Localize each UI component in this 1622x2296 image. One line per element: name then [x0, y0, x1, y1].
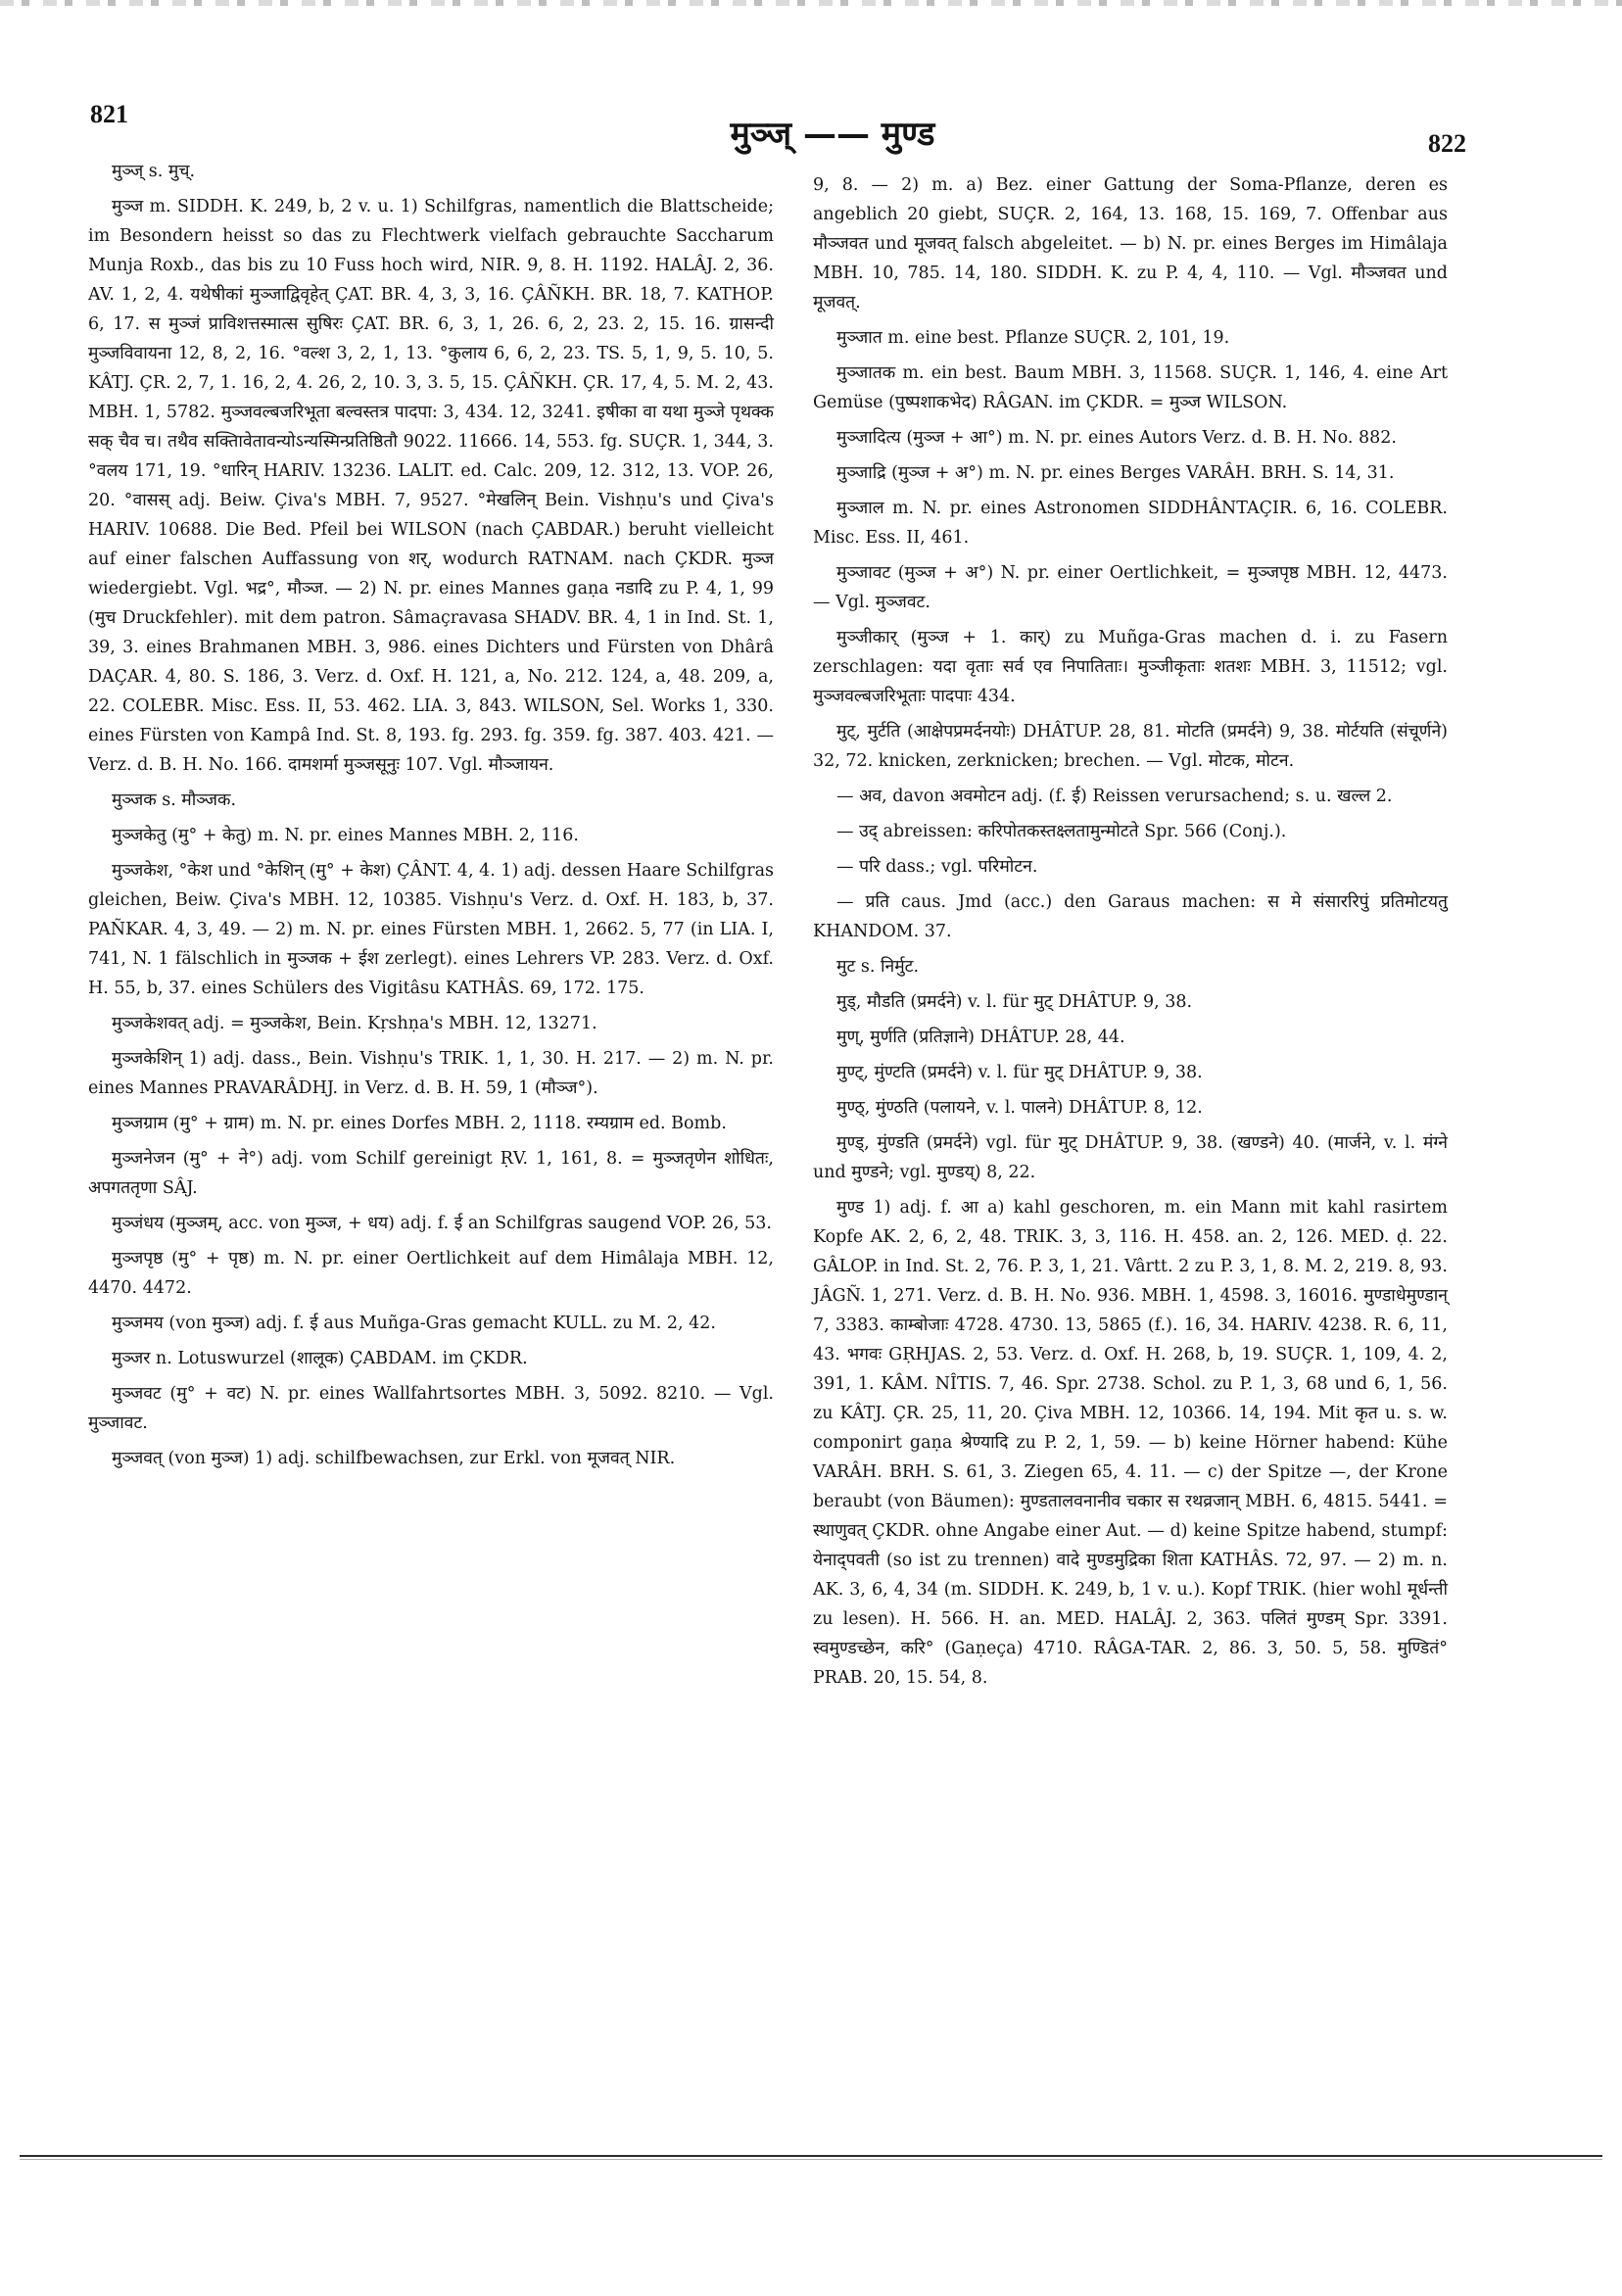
entry: मुञ्ज m. SIDDH. K. 249, b, 2 v. u. 1) Schilfgras, namentlich die Blattscheide; im Besondern heisst so das zu Flechtwerk vielfach gebrauchte Saccharum Munja Roxb., das bis zu 10 Fuss hoch wird, NIR. 9, 8. H. 1192. HALÂJ. 2, 36. AV. 1, 2, 4. यथेषीकां मुञ्जाद्विवृहेत् ÇAT. BR. 4, 3, 3, 16. ÇÂÑKH. BR. 18, 7. KATHOP. 6, 17. स मुञ्जं प्राविशत्तस्मात्स सुषिरः ÇAT. BR. 6, 3, 1, 26. 6, 2, 23. 2, 15. 16. ग्रासन्दी मुञ्जविवायना 12, 8, 2, 16. °वल्श 3, 2, 1, 13. °कुलाय 6, 6, 2, 23. TS. 5, 1, 9, 5. 10, 5. KÂTJ. ÇR. 2, 7, 1. 16, 2, 4. 26, 2, 10. 3, 3. 5, 15. ÇÂÑKH. ÇR. 17, 4, 5. M. 2, 43. MBH. 1, 5782. मुञ्जवल्बजरिभूता बल्वस्तत्र पादपा: 3, 434. 12, 3241. इषीका वा यथा मुञ्जे पृथक्क सक् चैव च। तथैव सक्तिावेतावन्योऽन्यस्मिन्प्रतिष्ठितौ 9022. 11666. 14, 553. fg. SUÇR. 1, 344, 3. °वलय 171, 19. °धारिन् HARIV. 13236. LALIT. ed. Calc. 209, 12. 312, 13. VOP. 26, 20. °वासस् adj. Beiw. Çiva's MBH. 7, 9527. °मेखलिन् Bein. Vishṇu's und Çiva's HARIV. 10688. Die Bed. Pfeil bei WILSON (nach ÇABDAR.) beruht vielleicht auf einer falschen Auffassung von शर्, wodurch RATNAM. nach ÇKDR. मुञ्ज wiedergiebt. Vgl. भद्र°, मौञ्ज. — 2) N. pr. eines Mannes gaṇa नडादि zu P. 4, 1, 99 (मुच Druckfehler). mit dem patron. Sâmaçravasa SHADV. BR. 4, 1 in Ind. St. 1, 39, 3. eines Brahmanen MBH. 3, 986. eines Dichters und Fürsten von Dhârâ DAÇAR. 4, 80. S. 186, 3. Verz. d. Oxf. H. 121, a, No. 212. 124, a, 48. 209, a, 22. COLEBR. Misc. Ess. II, 53. 462. LIA. 3, 843. WILSON, Sel. Works 1, 330. eines Fürsten von Kampâ Ind. St. 8, 193. fg. 293. fg. 359. fg. 387. 403. 421. — Verz. d. B. H. No. 166. दामशर्मा मुञ्जसूनुः 107. Vgl. मौञ्जायन.	[88, 197, 774, 775]
right-column-number: 822	[1428, 129, 1466, 158]
entry: मुञ्जवत् (von मुञ्ज) 1) adj. schilfbewachsen, zur Erkl. von मूजवत् NIR.	[112, 1449, 676, 1468]
entry: मुञ्जर n. Lotuswurzel (शालूक) ÇABDAM. im ÇKDR.	[112, 1349, 528, 1368]
entry: मुञ्जकेशवत् adj. = मुञ्जकेश, Bein. Kṛshṇa's MBH. 12, 13271.	[112, 1014, 597, 1033]
entry: मुञ्जवट (मु° + वट) N. pr. eines Wallfahrtsortes MBH. 3, 5092. 8210. — Vgl. मुञ्जावट.	[88, 1384, 774, 1433]
entry: मुञ्जमय (von मुञ्ज) adj. f. ई aus Muñga-Gras gemacht KULL. zu M. 2, 42.	[112, 1314, 716, 1333]
entry: मुण्ट्, मुंण्टति (प्रमर्दने) v. l. für मुट् DHÂTUP. 9, 38.	[836, 1063, 1203, 1082]
running-head: मुञ्ज् —— मुण्ड	[730, 115, 935, 154]
entry: मुण्ड्, मुंण्डति (प्रमर्दने) vgl. für मुट् DHÂTUP. 9, 38. (खण्डने) 40. (मार्जने, v. l. मंग्ने und मुण्डने; vgl. मुण्डय्) 8, 22.	[813, 1133, 1448, 1182]
entry: मुञ्जात m. eine best. Pflanze SUÇR. 2, 101, 19.	[836, 328, 1230, 348]
entry: मुञ्जाद्रि (मुञ्ज + अ°) m. N. pr. eines Berges VARÂH. BRH. S. 14, 31.	[836, 463, 1395, 483]
entry: मुञ्जकेशिन् 1) adj. dass., Bein. Vishṇu's TRIK. 1, 1, 30. H. 217. — 2) m. N. pr. eines Mannes PRAVARÂDHJ. in Verz. d. B. H. 59, 1 (मौञ्ज°).	[88, 1049, 774, 1098]
entry: मुञ्ज् s. मुच्.	[112, 162, 196, 181]
right-column	[813, 170, 1448, 1698]
entry: मुञ्जादित्य (मुञ्ज + आ°) m. N. pr. eines Autors Verz. d. B. H. No. 882.	[836, 428, 1397, 448]
entry: मुञ्जावट (मुञ्ज + अ°) N. pr. einer Oertlichkeit, = मुञ्जपृष्ठ MBH. 12, 4473. — Vgl. मुञ्जवट.	[813, 563, 1448, 612]
entry: मुञ्जकेश, °केश und °केशिन् (मु° + केश) ÇÂNT. 4, 4. 1) adj. dessen Haare Schilfgras gleichen, Beiw. Çiva's MBH. 12, 10385. Vishṇu's Verz. d. Oxf. H. 183, b, 37. PAÑKAR. 4, 3, 49. — 2) m. N. pr. eines Fürsten MBH. 1, 2662. 5, 77 (in LIA. I, 741, N. 1 fälschlich in मुञ्जक + ईश zerlegt). eines Lehrers VP. 283. Verz. d. Oxf. H. 55, b, 37. eines Schülers des Vigitâsu KATHÂS. 69, 172. 175.	[88, 861, 774, 998]
entry: मुञ्जीकार् (मुञ्ज + 1. कार्) zu Muñga-Gras machen d. i. zu Fasern zerschlagen: यदा वृताः सर्व एव निपातिताः। मुञ्जीकृताः शतशः MBH. 3, 11512; vgl. मुञ्जवल्बजरिभूताः पादपाः 434.	[813, 628, 1448, 706]
entry: मुट s. निर्मुट.	[836, 957, 920, 977]
entry: मुण्ड 1) adj. f. आ a) kahl geschoren, m. ein Mann mit kahl rasirtem Kopfe AK. 2, 6, 2, 48. TRIK. 3, 3, 116. H. 458. an. 2, 126. MED. ḍ. 22. GÂLOP. in Ind. St. 2, 76. P. 3, 1, 21. Vârtt. 2 zu P. 3, 1, 8. M. 2, 219. 8, 93. JÂGÑ. 1, 271. Verz. d. B. H. No. 936. MBH. 1, 4598. 3, 16016. मुण्डाधेमुण्डान् 7, 3383. काम्बोजाः 4728. 4730. 13, 5865 (f.). 16, 34. HARIV. 4238. R. 6, 11, 43. भगवः GṚHJAS. 2, 53. Verz. d. Oxf. H. 268, b, 19. SUÇR. 1, 109, 4. 2, 391, 1. KÂM. NÎTIS. 7, 46. Spr. 2738. Schol. zu P. 1, 3, 68 und 6, 1, 56. zu KÂTJ. ÇR. 25, 11, 20. Çiva MBH. 12, 10366. 14, 194. Mit कृत u. s. w. componirt gaṇa श्रेण्यादि zu P. 2, 1, 59. — b) keine Hörner habend: Kühe VARÂH. BRH. S. 61, 3. Ziegen 65, 4. 11. — c) der Spitze —, der Krone beraubt (von Bäumen): मुण्डतालवनानीव चकार स रथव्रजान् MBH. 6, 4815. 5441. = स्थाणुवत् ÇKDR. ohne Angabe einer Aut. — d) keine Spitze habend, stumpf: येनाद्पवती (so ist zu trennen) वादे मुण्डमुद्रिका शिता KATHÂS. 72, 97. — 2) m. n. AK. 3, 6, 4, 34 (m. SIDDH. K. 249, b, 1 v. u.). Kopf TRIK. (hier wohl मूर्धन्ती zu lesen). H. 566. H. an. MED. HALÂJ. 2, 363. पलितं मुण्डम् Spr. 3391. स्वमुण्डच्छेन, करि° (Gaṇeça) 4710. RÂGA-TAR. 2, 86. 3, 50. 5, 58. मुण्डितं° PRAB. 20, 15. 54, 8.	[813, 1198, 1448, 1688]
entry: मुञ्जाल m. N. pr. eines Astronomen SIDDHÂNTAÇIR. 6, 16. COLEBR. Misc. Ess. II, 461.	[813, 499, 1448, 548]
entry: मुञ्जक s. मौञ्जक.	[112, 790, 237, 810]
entry: — परि dass.; vgl. परिमोटन.	[836, 857, 1038, 877]
bottom-rule-shadow	[20, 2159, 1602, 2160]
left-column-number: 821	[90, 100, 128, 128]
bottom-rule	[20, 2155, 1602, 2157]
entry: मुञ्जकेतु (मु° + केतु) m. N. pr. eines Mannes MBH. 2, 116.	[112, 826, 579, 845]
left-column	[88, 157, 774, 1479]
scan-artifact	[0, 0, 1622, 6]
entry: मुड्, मौडति (प्रमर्दने) v. l. für मुट् DHÂTUP. 9, 38.	[836, 992, 1193, 1012]
entry: मुञ्जग्राम (मु° + ग्राम) m. N. pr. eines Dorfes MBH. 2, 1118. रम्यग्राम ed. Bomb.	[112, 1114, 727, 1133]
entry: मुण्, मुर्णति (प्रतिज्ञाने) DHÂTUP. 28, 44.	[836, 1028, 1125, 1047]
entry: मुञ्जपृष्ठ (मु° + पृष्ठ) m. N. pr. einer Oertlichkeit auf dem Himâlaja MBH. 12, 4470. 4472.	[88, 1249, 774, 1298]
entry: मुञ्जनेजन (मु° + ने°) adj. vom Schilf gereinigt ṚV. 1, 161, 8. = मुञ्जतृणेन शोधितः, अपगततृणा SÂJ.	[88, 1149, 774, 1198]
entry: मुट्, मुर्टति (आक्षेपप्रमर्दनयोः) DHÂTUP. 28, 81. मोटति (प्रमर्दने) 9, 38. मोर्टयति (संचूर्णने) 32, 72. knicken, zerknicken; brechen. — Vgl. मोटक, मोटन.	[813, 722, 1448, 771]
entry: मुञ्जंधय (मुञ्जम्, acc. von मुञ्ज, + धय) adj. f. ई an Schilfgras saugend VOP. 26, 53.	[112, 1214, 772, 1233]
entry: — अव, davon अवमोटन adj. (f. ई) Reissen verursachend; s. u. खल्ल 2.	[836, 787, 1393, 806]
entry: — उद् abreissen: करिपोतकस्तक्ष्लतामुन्मोटते Spr. 566 (Conj.).	[836, 822, 1287, 841]
entry: मुण्ठ्, मुंण्ठति (पलायने, v. l. पालने) DHÂTUP. 8, 12.	[836, 1098, 1203, 1118]
entry: मुञ्जातक m. ein best. Baum MBH. 3, 11568. SUÇR. 1, 146, 4. eine Art Gemüse (पुष्पशाकभेद) RÂGAN. im ÇKDR. = मुञ्ज WILSON.	[813, 363, 1448, 412]
entry: — प्रति caus. Jmd (acc.) den Garaus machen: स मे संसाररिपुं प्रतिमोटयतु KHANDOM. 37.	[813, 892, 1448, 941]
entry: 9, 8. — 2) m. a) Bez. einer Gattung der Soma-Pflanze, deren es angeblich 20 giebt, SUÇR. 2, 164, 13. 168, 15. 169, 7. Offenbar aus मौञ्जवत und मूजवत् falsch abgeleitet. — b) N. pr. eines Berges im Himâlaja MBH. 10, 785. 14, 180. SIDDH. K. zu P. 4, 4, 110. — Vgl. मौञ्जवत und मूजवत्.	[813, 175, 1448, 312]
